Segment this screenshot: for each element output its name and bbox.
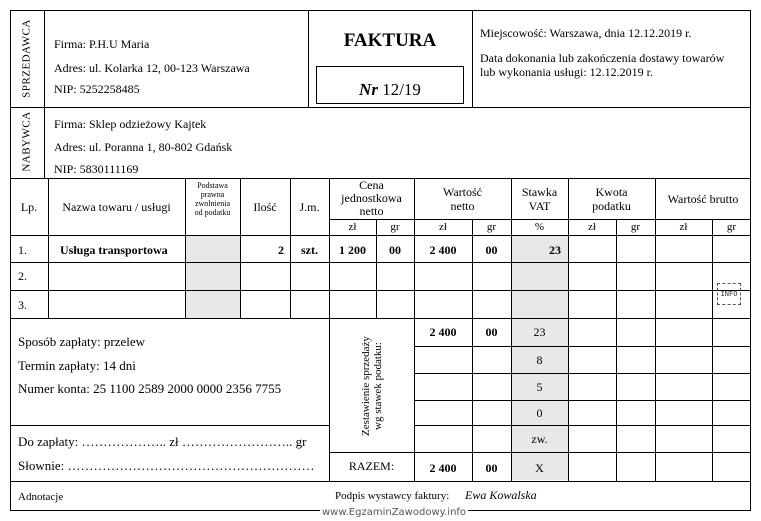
header-unit: J.m.	[299, 200, 320, 214]
subheader-gross-gr: gr	[726, 221, 737, 233]
row1-net-gr: 00	[485, 243, 498, 257]
summary-rate-0: 0	[536, 406, 543, 420]
amount-to-pay: Do zapłaty: ……………….. zł …………………….. gr	[18, 434, 307, 449]
divider	[616, 219, 617, 318]
header-price	[329, 179, 414, 218]
account-number: Numer konta: 25 1100 2589 2000 0000 2356 7755	[18, 381, 282, 396]
row1-name: Usługa transportowa	[60, 243, 168, 257]
subheader-tax-zl: zł	[588, 221, 596, 233]
buyer-nip: NIP: 5830111169	[54, 162, 139, 176]
row1-unit: szt.	[301, 243, 318, 257]
header-name: Nazwa towaru / usługi	[62, 200, 171, 214]
summary-label-line: wg stawek podatku:	[372, 342, 384, 430]
divider	[10, 318, 751, 319]
header-basis-line: zwolnienia	[194, 199, 231, 208]
divider	[329, 318, 330, 481]
summary-total-rate: X	[535, 461, 544, 475]
divider	[44, 10, 45, 178]
divider	[10, 107, 751, 108]
seller-nip: NIP: 5252258485	[54, 82, 140, 96]
subheader-tax-gr: gr	[630, 221, 641, 233]
invoice-number	[316, 80, 464, 100]
header-basis-line: prawna	[200, 190, 225, 199]
basis-cell-shade	[186, 235, 240, 318]
buyer-firma: Firma: Sklep odzieżowy Kajtek	[54, 117, 207, 131]
divider	[414, 425, 751, 426]
header-tax	[568, 185, 655, 213]
summary-label	[360, 321, 384, 451]
divider	[472, 219, 473, 318]
buyer-address: Adres: ul. Poranna 1, 80-802 Gdańsk	[54, 140, 233, 154]
payment-method: Sposób zapłaty: przelew	[18, 334, 146, 349]
row1-lp: 1.	[18, 243, 27, 257]
header-basis	[185, 181, 240, 217]
header-price-line: netto	[359, 204, 384, 218]
row1-vat: 23	[549, 243, 561, 257]
header-tax-line: Kwota	[595, 185, 628, 199]
summary-rate-8: 8	[536, 353, 543, 367]
header-lp: Lp.	[20, 200, 38, 214]
summary-label-line: Zestawienie sprzedaży	[360, 336, 372, 436]
divider	[48, 178, 49, 318]
divider	[414, 373, 751, 374]
subheader-price-zl: zł	[348, 221, 357, 233]
summary-total-gr: 00	[485, 461, 498, 475]
summary-total-label: RAZEM:	[348, 459, 395, 473]
row1-price-gr: 00	[389, 243, 401, 257]
divider	[10, 425, 329, 426]
row3-lp: 3.	[18, 298, 27, 312]
delivery-date-line2: lub wykonania usługi: 12.12.2019 r.	[480, 65, 653, 79]
subheader-gross-zl: zł	[679, 221, 688, 233]
header-net	[414, 185, 511, 213]
amount-in-words: Słownie: …………………………………………………	[18, 458, 315, 473]
place-date: Miejscowość: Warszawa, dnia 12.12.2019 r.	[480, 26, 692, 40]
buyer-label: NABYWCA	[20, 111, 33, 172]
summary-total-zl: 2 400	[429, 461, 457, 475]
divider	[308, 10, 309, 107]
invoice-title: FAKTURA	[343, 30, 437, 51]
subheader-net-zl: zł	[439, 221, 447, 233]
divider	[10, 290, 751, 291]
notes-label: Adnotacje	[18, 491, 64, 503]
row1-net-zl: 2 400	[429, 243, 457, 257]
subheader-vat-pct: %	[534, 221, 545, 233]
payment-term: Termin zapłaty: 14 dni	[18, 358, 136, 373]
signature-label: Podpis wystawcy faktury:	[335, 490, 450, 502]
subheader-net-gr: gr	[486, 221, 497, 233]
seller-label: SPRZEDAWCA	[20, 19, 33, 98]
divider	[414, 400, 751, 401]
summary-rate-5: 5	[536, 380, 543, 394]
summary-net-gr: 00	[485, 325, 498, 339]
divider	[329, 452, 751, 453]
divider	[10, 262, 751, 263]
summary-rate-exempt: zw.	[531, 432, 548, 446]
row2-lp: 2.	[18, 269, 27, 283]
divider	[10, 481, 751, 482]
header-price-line: Cena	[359, 178, 384, 192]
header-vat	[511, 185, 568, 213]
seller-address: Adres: ul. Kolarka 12, 00-123 Warszawa	[54, 61, 250, 75]
row1-qty: 2	[278, 243, 284, 257]
row1-price-zl: 1 200	[339, 243, 366, 257]
info-badge	[717, 283, 741, 305]
subheader-price-gr: gr	[390, 221, 400, 233]
watermark: www.EgzaminZawodowy.info	[322, 507, 467, 518]
header-vat-line: Stawka	[521, 185, 558, 199]
invoice-number-value: 12/19	[382, 80, 421, 99]
header-price-line: jednostkowa	[341, 191, 402, 205]
header-gross: Wartość brutto	[667, 192, 739, 206]
header-qty: Ilość	[253, 200, 277, 214]
delivery-date-line1: Data dokonania lub zakończenia dostawy towarów	[480, 51, 725, 65]
divider	[10, 235, 751, 236]
divider	[414, 346, 751, 347]
divider	[376, 219, 377, 318]
summary-rate-23: 23	[533, 325, 546, 339]
header-basis-line: od podatku	[194, 208, 231, 217]
divider	[472, 10, 473, 107]
divider	[712, 219, 713, 318]
header-vat-line: VAT	[528, 199, 551, 213]
summary-net-zl: 2 400	[429, 325, 457, 339]
info-badge-text: INFO	[720, 290, 738, 298]
invoice-number-label: Nr	[359, 80, 378, 99]
header-tax-line: podatku	[592, 199, 631, 213]
seller-firma: Firma: P.H.U Maria	[54, 37, 150, 51]
divider	[329, 219, 751, 220]
header-net-line: Wartość	[442, 185, 483, 199]
header-basis-line: Podstawa	[197, 181, 228, 190]
signature: Ewa Kowalska	[465, 488, 537, 502]
header-net-line: netto	[450, 199, 475, 213]
